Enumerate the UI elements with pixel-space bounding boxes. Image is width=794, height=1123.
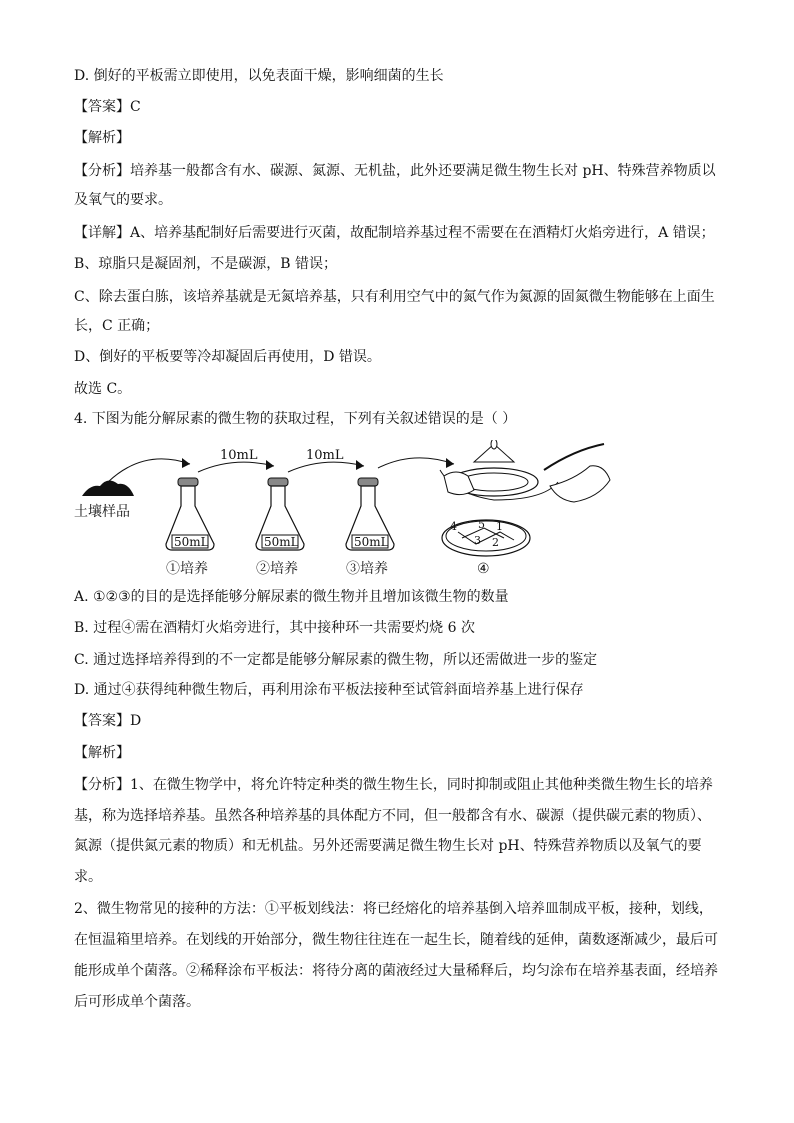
- analysis-q4-1: 【分析】1、在微生物学中，将允许特定种类的微生物生长，同时抑制或阻止其他种类微生物生长的培养: [74, 777, 713, 793]
- conclusion-q3: 故选 C。: [74, 381, 132, 397]
- flask-1-volume: 50mL: [174, 535, 209, 549]
- plate-region-5: 5: [478, 518, 485, 531]
- plate-region-4: 4: [450, 520, 457, 533]
- analysis-q4-3: 氮源（提供氮元素的物质）和无机盐。另外还需要满足微生物生长对 pH、特殊营养物质以及氧气的要: [74, 838, 702, 854]
- analysis-q4-4: 求。: [74, 869, 102, 885]
- analysis-q4-6: 在恒温箱里培养。在划线的开始部分，微生物往往连在一起生长，随着线的延伸，菌数逐渐减少，最后可: [74, 932, 718, 948]
- analysis-q4-7: 能形成单个菌落。②稀释涂布平板法：将待分离的菌液经过大量稀释后，均匀涂布在培养基表面，经培养: [74, 963, 718, 979]
- flask-2-volume: 50mL: [264, 535, 299, 549]
- arrow-flask1-to-flask2: [198, 462, 274, 472]
- flask-2: [256, 478, 304, 550]
- analysis-text-2: 及氧气的要求。: [74, 192, 172, 208]
- flask-3-volume: 50mL: [354, 535, 389, 549]
- analysis-q4-2: 基，称为选择培养基。虽然各种培养基的具体配方不同，但一般都含有水、碳源（提供碳元素的物质）、: [74, 808, 711, 824]
- soil-pile-icon: [82, 480, 134, 496]
- plate-region-1: 1: [496, 520, 503, 533]
- process-figure: [74, 440, 614, 580]
- analysis-q4-5: 2、微生物常见的接种的方法：①平板划线法：将已经熔化的培养基倒入培养皿制成平板，接种，划线，: [74, 901, 713, 917]
- transfer-volume-1: 10mL: [220, 448, 258, 463]
- question-4-stem: 4. 下图为能分解尿素的微生物的获取过程，下列有关叙述错误的是（ ）: [74, 411, 517, 427]
- detail-c-2: 长，C 正确；: [74, 318, 160, 334]
- detail-d: D、倒好的平板要等冷却凝固后再使用，D 错误。: [74, 349, 381, 365]
- plate-region-2: 2: [492, 536, 499, 549]
- option-a-q4: A. ①②③的目的是选择能够分解尿素的微生物并且增加该微生物的数量: [74, 589, 509, 605]
- soil-sample-label: 土壤样品: [74, 504, 130, 520]
- flask-1: [166, 478, 214, 550]
- answer-q4: 【答案】D: [74, 713, 142, 729]
- detail-b: B、琼脂只是凝固剂，不是碳源，B 错误；: [74, 256, 338, 272]
- arrow-flask2-to-flask3: [288, 462, 364, 472]
- option-b-q4: B. 过程④需在酒精灯火焰旁进行，其中接种环一共需要灼烧 6 次: [74, 620, 475, 636]
- analysis-heading-q3: 【解析】: [74, 130, 130, 146]
- arrow-flask3-to-plate: [378, 458, 454, 468]
- step-1-label: ①培养: [166, 561, 208, 577]
- arrow-soil-to-flask1: [108, 459, 190, 482]
- analysis-text-1: 【分析】培养基一般都含有水、碳源、氮源、无机盐，此外还要满足微生物生长对 pH、特殊营养物质以: [74, 163, 716, 179]
- analysis-heading-q4: 【解析】: [74, 745, 130, 761]
- step-4-label: ④: [477, 561, 490, 577]
- analysis-q4-8: 后可形成单个菌落。: [74, 994, 200, 1010]
- detail-c-1: C、除去蛋白胨，该培养基就是无氮培养基，只有利用空气中的氮气作为氮源的固氮微生物能够在上面生: [74, 289, 715, 305]
- step-3-label: ③培养: [346, 561, 388, 577]
- option-c-q4: C. 通过选择培养得到的不一定都是能够分解尿素的微生物，所以还需做进一步的鉴定: [74, 652, 598, 668]
- detail-a: 【详解】A、培养基配制好后需要进行灭菌，故配制培养基过程不需要在在酒精灯火焰旁进行，A 错误；: [74, 225, 715, 241]
- plate-region-3: 3: [474, 534, 481, 547]
- step-2-label: ②培养: [256, 561, 298, 577]
- alcohol-lamp-and-hands: [440, 440, 610, 502]
- streak-plate: [442, 518, 530, 556]
- line-d-option-q3: D. 倒好的平板需立即使用，以免表面干燥，影响细菌的生长: [74, 68, 444, 84]
- transfer-volume-2: 10mL: [306, 448, 344, 463]
- flask-3: [346, 478, 394, 550]
- answer-q3: 【答案】C: [74, 99, 141, 115]
- option-d-q4: D. 通过④获得纯种微生物后，再利用涂布平板法接种至试管斜面培养基上进行保存: [74, 682, 584, 698]
